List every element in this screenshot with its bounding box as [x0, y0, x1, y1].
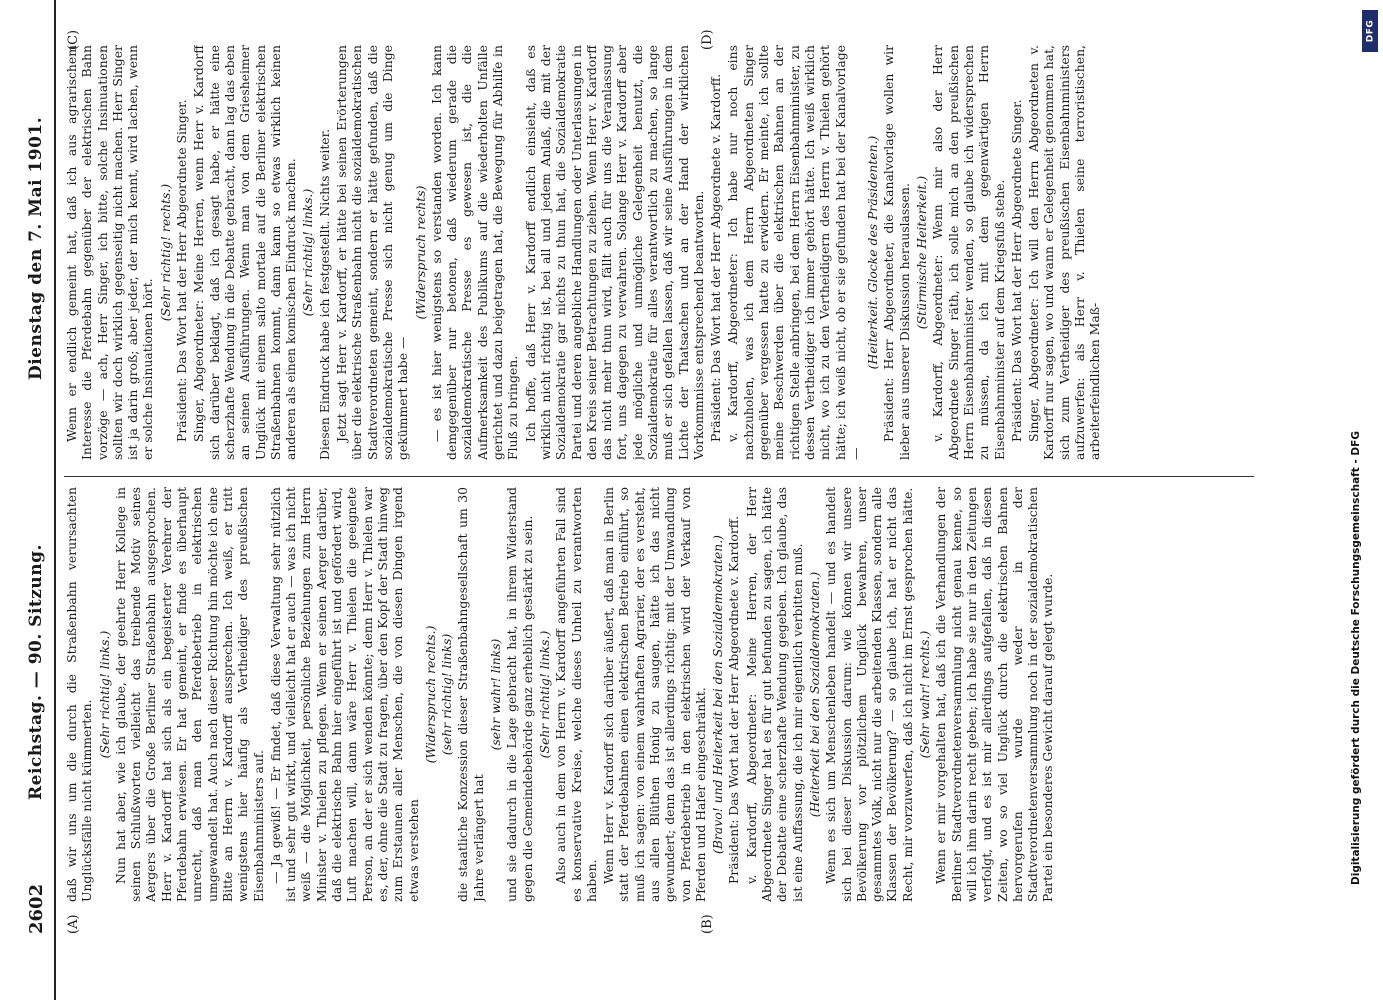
- paragraph: Singer, Abgeordneter: Meine Herren, wenn Herr v. Kardorff sich darüber beklagt, daß ich gesagt habe, er hätte eine scherzhafte Wendung in die Debatte gebracht, dann lag das eben an seinen Ausführungen. Wenn man von dem Griesheimer Unglück mit einem salto mortale auf die Berliner elektrischen Straßenbahnen kommt, dann kann so etwas wirklich keinen anderen als einen komischen Eindruck machen.: [191, 45, 299, 460]
- paragraph: Präsident: Das Wort hat der Herr Abgeordnete v. Kardorff.: [726, 515, 742, 884]
- header-right-title: Dienstag den 7. Mai 1901.: [26, 116, 46, 380]
- stage-direction: (Sehr richtig! links.): [300, 188, 316, 317]
- margin-marker-c: (C): [66, 29, 81, 50]
- margin-marker-a: (A): [66, 914, 81, 934]
- paragraph: Also auch in dem von Herrn v. Kardorff angeführten Fall sind es konservative Kreise, welche dieses Unheil zu verantworten haben.: [553, 487, 599, 902]
- paragraph: Diesen Eindruck habe ich festgestellt. Nichts weiter.: [316, 128, 332, 460]
- paragraph: Präsident: Herr Abgeordneter, die Kanalvorlage wollen wir lieber aus unserer Diskussion herauslassen.: [881, 45, 912, 460]
- page-header: [20, 0, 56, 1000]
- stage-direction: (sehr richtig! links): [439, 633, 455, 756]
- dfg-logo: [1362, 10, 1378, 52]
- stage-direction: (Bravo! und Heiterkeit bei den Sozialdemokraten.): [710, 535, 726, 855]
- paragraph: Nun hat aber, wie ich glaube, der geehrte Herr Kollege in seinen Schlußworten vielleicht das treibende Motiv seines Aergers über die Große Berliner Straßenbahn ausgesprochen. Herr v. Kardorff hat sich als ein begeisterter Verehrer der Pferdebahn erwiesen. Er hat gemeint, er finde es überhaupt unrecht, daß man den Pferdebetrieb in elektrischen umgewandelt hat. Auch nach dieser Richtung hin möchte ich eine Bitte an Herrn v. Kardorff aussprechen. Ich weiß, er tritt wenigstens hier häufig als Vertheidiger des preußischen Eisenbahnministers auf.: [112, 487, 266, 902]
- stage-direction: (Sehr richtig! links.): [536, 630, 552, 759]
- stage-direction: (Heiterkeit bei den Sozialdemokraten.): [806, 571, 822, 818]
- margin-marker-d: (D): [700, 29, 715, 50]
- paragraph: Wenn es sich um Menschenleben handelt — und es handelt sich bei dieser Diskussion darum: wie können wir unsere Bevölkerung vor plötzlichem Unglück bewahren, unser gesammtes Volk, nicht nur die arbeitenden Klassen, sondern alle Klassen der Bevölkerung? — so glaube ich, hat er nicht das Recht, mir vorzuwerfen, daß ich nicht im Ernst gesprochen hätte.: [823, 487, 915, 902]
- stage-direction: (Heiterkeit. Glocke des Präsidenten.): [865, 135, 881, 370]
- paragraph: v. Kardorff, Abgeordneter: Wenn mir also der Herr Abgeordnete Singer räth, ich solle mich an den preußischen Herrn Eisenbahnminister wenden, so glaube ich widersprechen zu müssen, da ich mit dem gegenwärtigen Herrn Eisenbahnminister auf dem Kriegsfuß stehe.: [930, 45, 1007, 460]
- digitization-credit: [1330, 0, 1383, 1000]
- credit-text: Digitalisierung gefördert durch die Deutsche Forschungsgemeinschaft - DFG: [1350, 431, 1362, 885]
- page-number: 2602: [26, 883, 47, 934]
- stage-direction: (Sehr wahr! rechts.): [917, 630, 933, 759]
- paragraph: Jetzt sagt Herr v. Kardorff, er hätte bei seinen Erörterungen über die elektrische Straßenbahn nicht die sozialdemokratischen Stadtverordneten gemeint, sondern er hätte gefunden, daß die sozialdemokratische Presse sich nicht genug um die Dinge gekümmert habe —: [334, 45, 411, 460]
- paragraph: — es ist hier wenigstens so verstanden worden. Ich kann demgegenüber nur betonen, daß wiederum gerade die sozialdemokratische Presse es gewesen ist, die die Aufmerksamkeit des Publikums auf die wiederholten Unfälle gerichtet und dazu beigetragen hat, die Bewegung für Abhilfe in Fluß zu bringen.: [428, 45, 521, 460]
- paragraph: v. Kardorff, Abgeordneter: Ich habe nur noch eins nachzuholen, was ich dem Herrn Abgeordneten Singer gegenüber vergessen hatte zu erwidern. Er meinte, ich sollte meine Beschwerden über die elektrischen Bahnen an der richtigen Stelle anbringen, bei dem Herrn Eisenbahnminister, zu dessen Vertheidiger ich immer gehört hätte. Ich weiß wirklich nicht, wo ich zu den Vertheidigern des Herrn v. Thielen gehört hätte; ich weiß nicht, ob er sie gefunden hat bei der Kanalvorlage —: [725, 45, 863, 460]
- stage-direction: (sehr wahr! links): [488, 638, 504, 751]
- paragraph: und sie dadurch in die Lage gebracht hat, in ihrem Widerstand gegen die Gemeindebehörde ganz erheblich gestärkt zu sein.: [504, 487, 535, 902]
- column-divider: [64, 476, 1254, 477]
- paragraph: — Ja gewiß! — Er findet, daß diese Verwaltung sehr nützlich ist und sehr gut wirkt, und vielleicht hat er auch — was ich nicht weiß — die Möglichkeit, persönliche Beziehungen zum Herrn Minister v. Thielen zu pflegen. Wenn er seinen Aerger darüber, daß die elektrische Bahn hier eingeführt ist und gefördert wird, Luft machen will, dann wäre Herr v. Thielen die geeignete Person, an der er sich wenden könnte; denn Herr v. Thielen war es, der, ohne die Stadt zu fragen, über den Kopf der Stadt hinweg zum Erstaunen aller Menschen, die von diesen Dingen irgend etwas verstehen: [267, 487, 421, 902]
- paragraph: Wenn er endlich gemeint hat, daß ich aus agrarischem Interesse die Pferdebahn gegenüber der elektrischen Bahn vorzöge — ach, Herr Singer, ich bitte, solche Insinuationen sollten wir doch wirklich gegenseitig nicht machen. Herr Singer ist ja darin groß; aber jeder, der mich kennt, wird lachen, wenn er solche Insinuationen hört.: [64, 45, 156, 460]
- paragraph: Singer, Abgeordneter: Ich will den Herrn Abgeordneten v. Kardorff nur sagen, wo und wann er Gelegenheit genommen hat, sich zum Vertheidiger des preußischen Eisenbahnministers aufzuwerfen: als Herr v. Thielen seine terroristischen, arbeiterfeindlichen Maß-: [1026, 45, 1103, 460]
- stage-direction: (Widerspruch rechts): [412, 185, 428, 320]
- paragraph: die staatliche Konzession dieser Straßenbahngesellschaft um 30 Jahre verlängert hat: [455, 487, 486, 902]
- paragraph: Wenn er mir vorgehalten hat, daß ich die Verhandlungen der Berliner Stadtverordnetenversammlung nicht genau kenne, so will ich ihm darin recht geben; ich habe sie nur in den Zeitungen verfolgt, und es ist mir allerdings aufgefallen, daß in diesen Zeiten, wo so viel Unglück durch die elektrischen Bahnen hervorgerufen wurde weder in der Stadtverordnetenversammlung noch in der sozialdemokratischen Partei ein besonderes Gewicht darauf gelegt wurde.: [933, 487, 1056, 902]
- margin-marker-b: (B): [700, 914, 715, 934]
- paragraph: Präsident: Das Wort hat der Herr Abgeordnete v. Kardorff.: [708, 73, 724, 442]
- paragraph: Präsident: Das Wort hat der Herr Abgeordnete Singer.: [1008, 99, 1024, 442]
- paragraph: Präsident: Das Wort hat der Herr Abgeordnete Singer.: [174, 99, 190, 442]
- paragraph: daß wir uns um die durch die Straßenbahn verursachten Unglücksfälle nicht kümmerten.: [64, 487, 95, 902]
- stage-direction: (Widerspruch rechts.): [422, 625, 438, 764]
- header-left-title: Reichstag. — 90. Sitzung.: [26, 544, 46, 800]
- paragraph: v. Kardorff, Abgeordneter: Meine Herren, der Herr Abgeordnete Singer hat es für gut befunden zu sagen, ich hätte der Debatte eine scherzhafte Wendung gegeben. Ich glaube, das ist eine Auffassung, die ich mir eigentlich verbitten muß.: [743, 487, 805, 902]
- paragraph: Wenn Herr v. Kardorff sich darüber äußert, daß man in Berlin statt der Pferdebahnen einen elektrischen Betrieb einführt, so muß ich sagen: von einem wahrhaften Agrarier, der es versteht, aus allen Blüthen Honig zu saugen, hätte ich das nicht gewundert; denn das ist allerdings richtig: mit der Umwandlung von Pferdebetrieb in den elektrischen wird der Verkauf von Pferden und Hafer eingeschränkt.: [601, 487, 708, 902]
- dfg-logo-text: DFG: [1365, 19, 1376, 43]
- stage-direction: (Stürmische Heiterkeit.): [914, 175, 930, 330]
- stage-direction: (Sehr richtig! rechts.): [157, 183, 173, 322]
- right-text-column: [64, 45, 1284, 460]
- left-text-column: [64, 487, 1284, 902]
- stage-direction: (Sehr richtig! links.): [96, 630, 112, 759]
- paragraph: Ich hoffe, daß Herr v. Kardorff endlich einsieht, daß es wirklich nicht richtig ist, bei all und jedem Anlaß, die mit der Sozialdemokratie gar nichts zu thun hat, die Sozialdemokratie Partei und deren angebliche Handlungen oder Unterlassungen in den Kreis seiner Betrachtungen zu ziehen. Wenn Herr v. Kardorff das nicht mehr thun wird, fällt auch für uns die Veranlassung fort, uns dagegen zu verwahren. Solange Herr v. Kardorff aber jede mögliche und unmögliche Gelegenheit benutzt, die Sozialdemokratie für alles verantwortlich zu machen, so lange muß er sich gefallen lassen, daß wir seine Ausführungen in dem Lichte der Thatsachen und an der Hand der wirklichen Vorkommnisse entsprechend beantworten.: [522, 45, 706, 460]
